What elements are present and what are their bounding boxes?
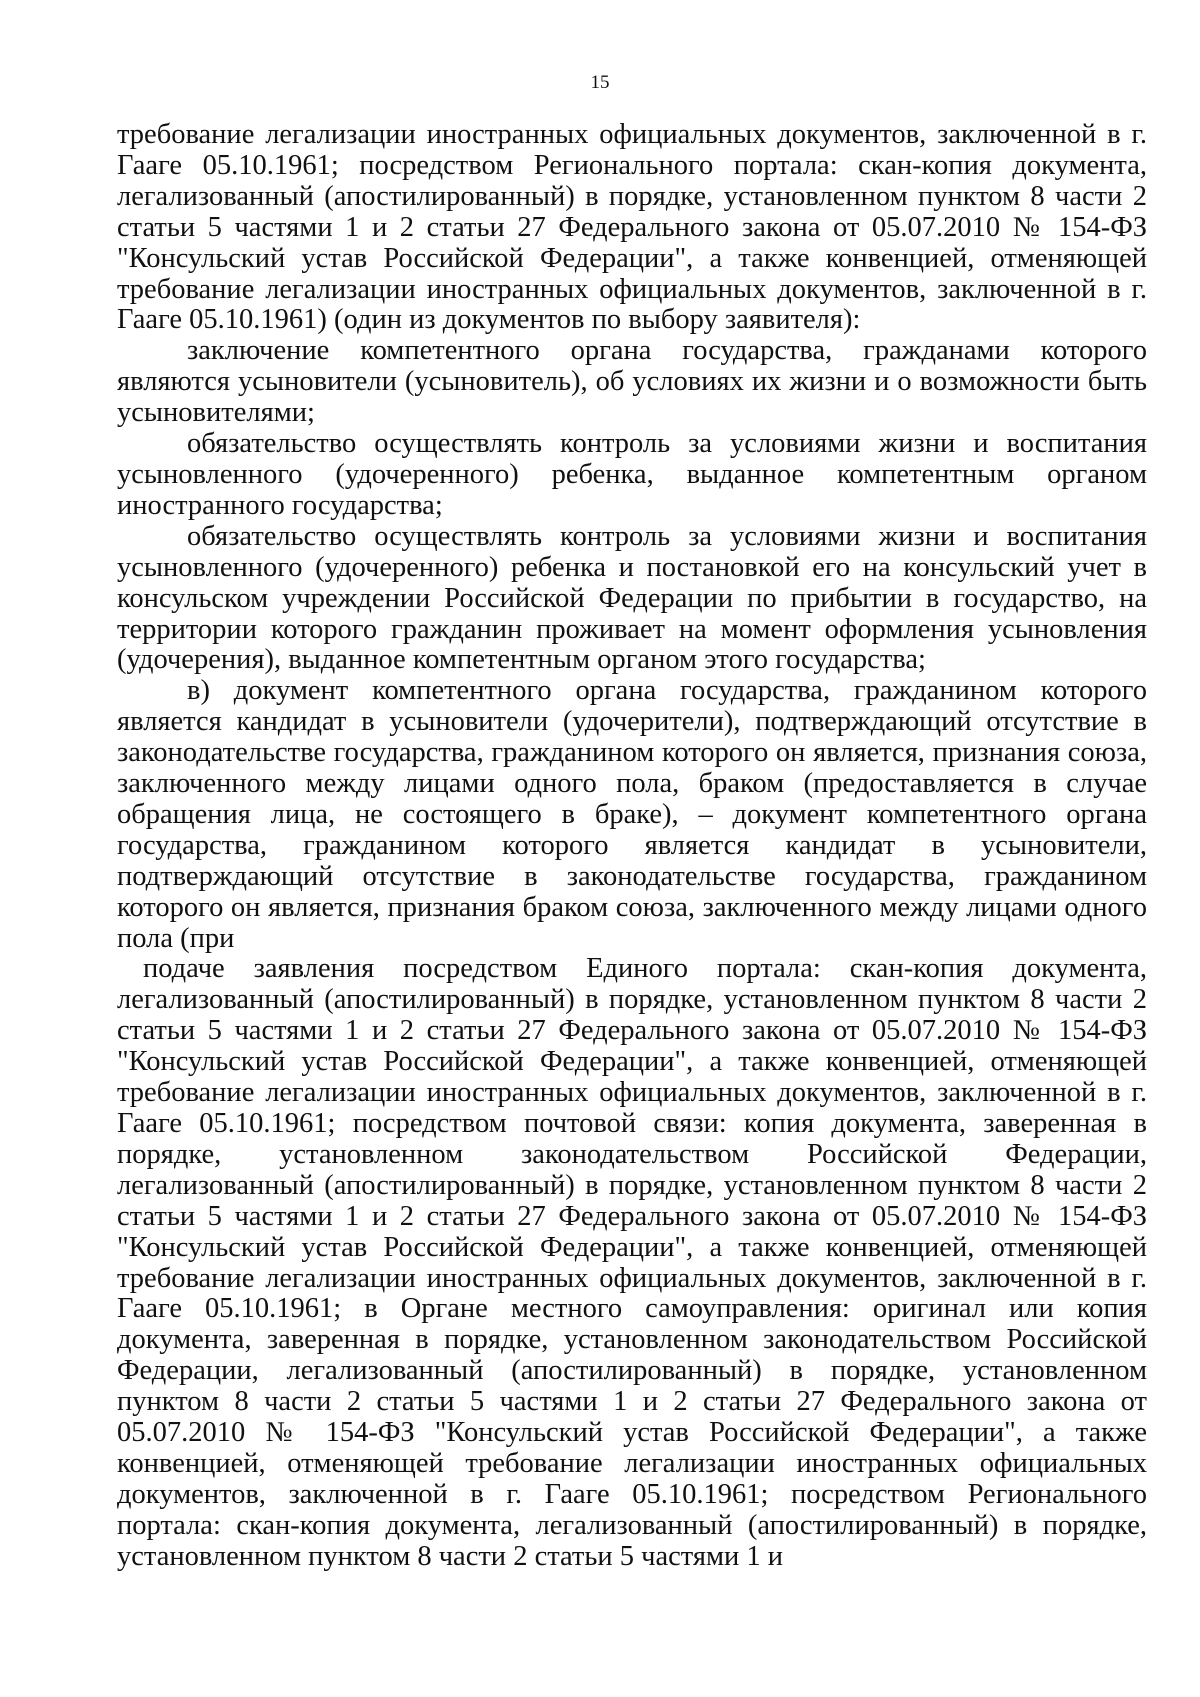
document-body bbox=[117, 120, 1147, 1573]
page-number: 15 bbox=[590, 72, 610, 93]
paragraph: заключение компетентного органа государства, гражданами которого являются усыновители (усыновитель), об условиях их жизни и о возможности быть усыновителями; bbox=[117, 335, 1147, 429]
paragraph: обязательство осуществлять контроль за условиями жизни и воспитания усыновленного (удочеренного) ребенка, выданное компетентным органом иностранного государства; bbox=[117, 428, 1147, 521]
paragraph: подаче заявления посредством Единого портала: скан-копия документа, легализованный (апостилированный) в порядке, установленном пунктом 8 части 2 статьи 5 частями 1 и 2 статьи 27 Федерального закона от 05.07.2010 № 154-ФЗ "Консульский устав Российской Федерации", а также конвенцией, отменяющей требование легализации иностранных официальных документов, заключенной в г. Гааге 05.10.1961; посредством почтовой связи: копия документа, заверенная в порядке, установленном законодательством Российской Федерации, легализованный (апостилированный) в порядке, установленном пунктом 8 части 2 статьи 5 частями 1 и 2 статьи 27 Федерального закона от 05.07.2010 № 154-ФЗ "Консульский устав Российской Федерации", а также конвенцией, отменяющей требование легализации иностранных официальных документов, заключенной в г. Гааге 05.10.1961; в Органе местного самоуправления: оригинал или копия документа, заверенная в порядке, установленном законодательством Российской Федерации, легализованный (апостилированный) в порядке, установленном пунктом 8 части 2 статьи 5 частями 1 и 2 статьи 27 Федерального закона от 05.07.2010 № 154-ФЗ "Консульский устав Российской Федерации", а также конвенцией, отменяющей требование легализации иностранных официальных документов, заключенной в г. Гааге 05.10.1961; посредством Регионального портала: скан-копия документа, легализованный (апостилированный) в порядке, установленном пунктом 8 части 2 статьи 5 частями 1 и bbox=[117, 953, 1147, 1572]
paragraph: требование легализации иностранных официальных документов, заключенной в г. Гааге 05.10.1961; посредством Регионального портала: скан-копия документа, легализованный (апостилированный) в порядке, установленном пунктом 8 части 2 статьи 5 частями 1 и 2 статьи 27 Федерального закона от 05.07.2010 № 154-ФЗ "Консульский устав Российской Федерации", а также конвенцией, отменяющей требование легализации иностранных официальных документов, заключенной в г. Гааге 05.10.1961) (один из документов по выбору заявителя): bbox=[117, 119, 1147, 336]
paragraph: в) документ компетентного органа государства, гражданином которого является кандидат в усыновители (удочерители), подтверждающий отсутствие в законодательстве государства, гражданином которого он является, признания союза, заключенного между лицами одного пола, браком (предоставляется в случае обращения лица, не состоящего в браке), – документ компетентного органа государства, гражданином которого является кандидат в усыновители, подтверждающий отсутствие в законодательстве государства, гражданином которого он является, признания браком союза, заключенного между лицами одного пола (при bbox=[117, 675, 1147, 954]
paragraph: обязательство осуществлять контроль за условиями жизни и воспитания усыновленного (удочеренного) ребенка и постановкой его на консульский учет в консульском учреждении Российской Федерации по прибытии в государство, на территории которого гражданин проживает на момент оформления усыновления (удочерения), выданное компетентным органом этого государства; bbox=[117, 520, 1147, 676]
